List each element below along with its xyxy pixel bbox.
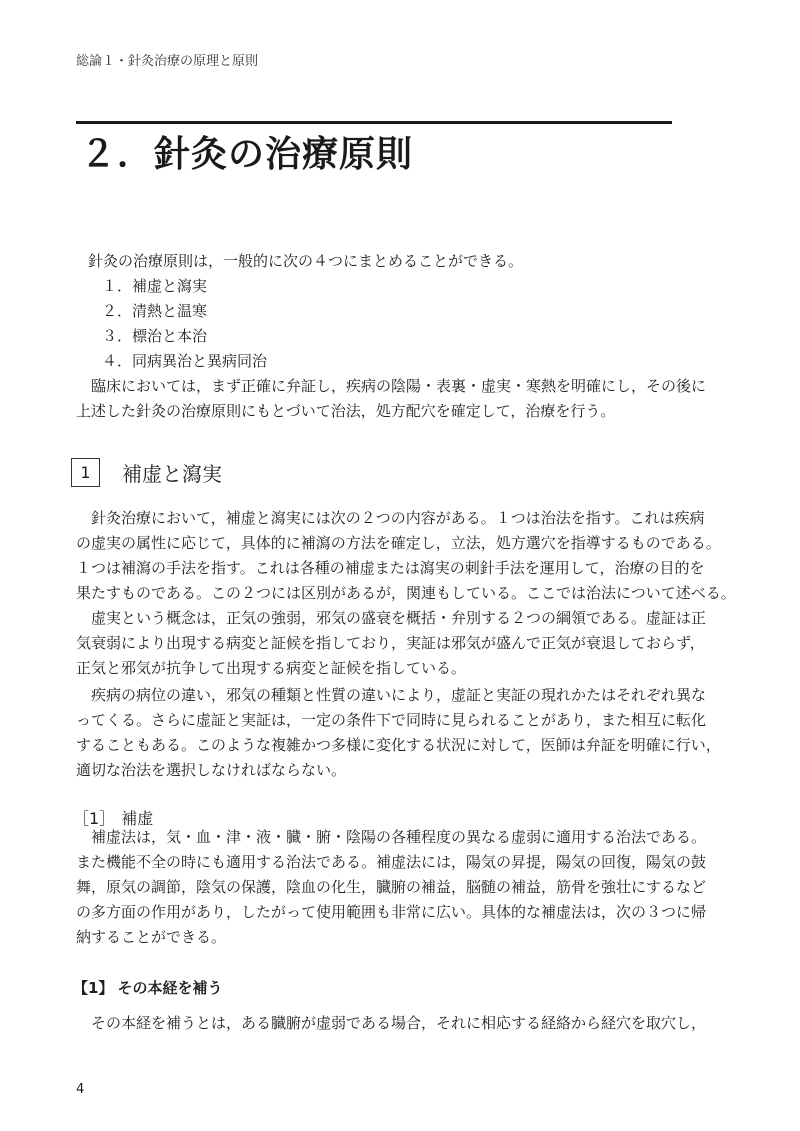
- text-line: 気衰弱により出現する病変と証候を指しており，実証は邪気が盛んで正気が衰退しておらず，: [76, 634, 705, 652]
- subsection-marker: ［1］: [73, 809, 116, 828]
- text-line: することもある。このような複雑かつ多様に変化する状況に対して，医師は弁証を明確に行い，: [76, 736, 721, 754]
- section1-paragraph-1: [76, 506, 736, 606]
- text-line: ってくる。さらに虚証と実証は，一定の条件下で同時に見られることがあり，また相互に転化: [76, 711, 707, 729]
- text-line: また機能不全の時にも適用する治法である。補虚法には，陽気の昇提，陽気の回復，陽気の鼓: [76, 853, 707, 871]
- intro-block: [88, 249, 688, 374]
- list-item: ２．清熱と温寒: [102, 302, 208, 320]
- subsubsection-marker: 【1】: [73, 979, 114, 997]
- list-item: １．補虚と瀉実: [102, 277, 208, 295]
- chapter-title: ２．針灸の治療原則: [80, 134, 414, 175]
- list-item: ３．標治と本治: [102, 327, 208, 345]
- text-line: １つは補瀉の手法を指す。これは各種の補虚または瀉実の刺針手法を運用して，治療の目的を: [76, 559, 705, 577]
- list-item: ４．同病異治と異病同治: [102, 352, 268, 370]
- section1-paragraph-3: [76, 683, 721, 783]
- text-line: 舞，原気の調節，陰気の保護，陰血の化生，臓腑の補益，脳髄の補益，筋骨を強壮にするなど: [76, 878, 707, 896]
- running-head: 総論１・針灸治療の原理と原則: [76, 54, 259, 69]
- subsection-title: 補虚: [121, 809, 154, 828]
- text-line: 臨床においては，まず正確に弁証し，疾病の陰陽・表裏・虚実・寒熱を明確にし，その後に: [91, 377, 707, 395]
- text-line: 虚実という概念は，正気の強弱，邪気の盛衰を概括・弁別する２つの綱領である。虚証は正: [91, 609, 707, 627]
- principle-list: [88, 274, 688, 374]
- section1-paragraph-2: [76, 606, 707, 681]
- page-number: 4: [76, 1082, 85, 1097]
- text-line: 正気と邪気が抗争して出現する病変と証候を指している。: [76, 659, 467, 677]
- subsection1-body: [76, 825, 707, 950]
- subsubsection-heading: [73, 977, 222, 998]
- text-line: 納することができる。: [76, 928, 227, 946]
- intro-lead: 針灸の治療原則は，一般的に次の４つにまとめることができる。: [88, 252, 524, 270]
- text-line: その本経を補うとは，ある臓腑が虚弱である場合，それに相応する経絡から経穴を取穴し，: [91, 1014, 707, 1032]
- text-line: 補虚法は，気・血・津・液・臓・腑・陰陽の各種程度の異なる虚弱に適用する治法である。: [91, 828, 707, 846]
- chapter-rule: [76, 121, 672, 124]
- section-title: 補虚と瀉実: [122, 462, 222, 486]
- subsubsection-title: その本経を補う: [117, 979, 223, 997]
- text-line: の多方面の作用があり，したがって使用範囲も非常に広い。具体的な補虚法は，次の３つに帰: [76, 903, 707, 921]
- text-line: 針灸治療において，補虚と瀉実には次の２つの内容がある。１つは治法を指す。これは疾病: [91, 509, 705, 527]
- subsubsection1-body: [76, 1011, 707, 1036]
- section-heading: [71, 458, 222, 487]
- text-line: 適切な治法を選択しなければならない。: [76, 761, 347, 779]
- section-number-box: 1: [71, 458, 100, 487]
- intro-closing: [76, 374, 707, 424]
- text-line: の虚実の属性に応じて，具体的に補瀉の方法を確定し，立法，処方選穴を指導するものである。: [76, 534, 721, 552]
- text-line: 上述した針灸の治療原則にもとづいて治法，処方配穴を確定して，治療を行う。: [76, 402, 616, 420]
- text-line: 疾病の病位の違い，邪気の種類と性質の違いにより，虚証と実証の現れかたはそれぞれ異な: [91, 686, 707, 704]
- text-line: 果たすものである。この２つには区別があるが，関連もしている。ここでは治法について述べる。: [76, 584, 736, 602]
